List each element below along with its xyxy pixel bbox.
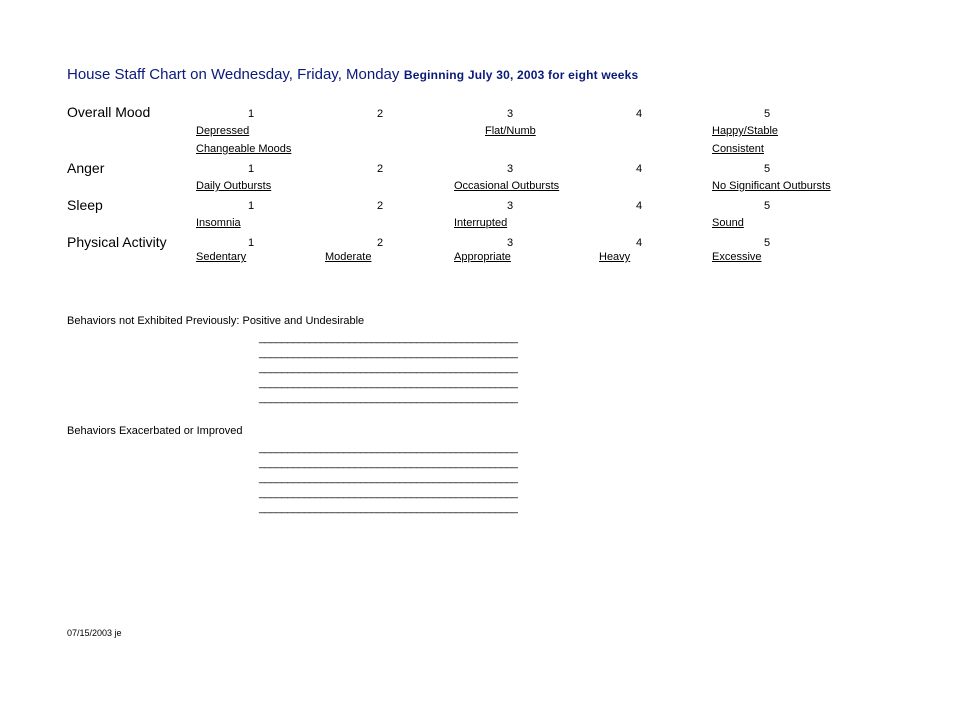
section-heading-new-behaviors: Behaviors not Exhibited Previously: Positive and Undesirable	[67, 315, 365, 327]
anchor-label: Appropriate	[454, 251, 511, 263]
scale-number: 3	[507, 237, 514, 249]
scale-number: 2	[377, 200, 384, 212]
scale-number: 5	[764, 200, 771, 212]
category-physical-activity: Physical Activity	[67, 234, 167, 250]
blank-line[interactable]: ______________________________________________	[259, 442, 518, 454]
scale-number: 5	[764, 237, 771, 249]
blank-line[interactable]: ______________________________________________	[259, 392, 518, 404]
blank-line[interactable]: ______________________________________________	[259, 457, 518, 469]
scale-number: 2	[377, 163, 384, 175]
category-anger: Anger	[67, 160, 105, 176]
footer-date-initials: 07/15/2003 je	[67, 628, 122, 638]
page-title	[67, 66, 638, 84]
title-subtitle: Beginning July 30, 2003 for eight weeks	[403, 68, 639, 82]
scale-number: 1	[248, 108, 255, 120]
scale-number: 4	[636, 237, 643, 249]
scale-number: 1	[248, 237, 255, 249]
scale-number: 4	[636, 200, 643, 212]
anchor-label: Consistent	[712, 143, 764, 155]
blank-line[interactable]: ______________________________________________	[259, 502, 518, 514]
anchor-label: Daily Outbursts	[196, 180, 272, 192]
scale-number: 4	[636, 163, 643, 175]
anchor-label: Interrupted	[454, 217, 508, 229]
anchor-label: Changeable Moods	[196, 143, 292, 155]
anchor-label: Moderate	[325, 251, 372, 263]
scale-number: 2	[377, 108, 384, 120]
blank-line[interactable]: ______________________________________________	[259, 362, 518, 374]
scale-number: 5	[764, 163, 771, 175]
anchor-label: Depressed	[196, 125, 250, 137]
scale-number: 1	[248, 200, 255, 212]
anchor-label: Insomnia	[196, 217, 241, 229]
scale-number: 2	[377, 237, 384, 249]
anchor-label: Happy/Stable	[712, 125, 779, 137]
blank-line[interactable]: ______________________________________________	[259, 487, 518, 499]
blank-line[interactable]: ______________________________________________	[259, 332, 518, 344]
blank-line[interactable]: ______________________________________________	[259, 472, 518, 484]
anchor-label: Flat/Numb	[485, 125, 536, 137]
scale-number: 3	[507, 163, 514, 175]
scale-number: 5	[764, 108, 771, 120]
scale-number: 4	[636, 108, 643, 120]
anchor-label: No Significant Outbursts	[712, 180, 831, 192]
title-main: House Staff Chart on Wednesday, Friday, Monday	[67, 66, 400, 83]
anchor-label: Occasional Outbursts	[454, 180, 560, 192]
anchor-label: Heavy	[599, 251, 631, 263]
category-overall-mood: Overall Mood	[67, 104, 151, 120]
section-heading-exacerbated-behaviors: Behaviors Exacerbated or Improved	[67, 425, 243, 437]
anchor-label: Sedentary	[196, 251, 247, 263]
scale-number: 3	[507, 200, 514, 212]
scale-number: 1	[248, 163, 255, 175]
blank-line[interactable]: ______________________________________________	[259, 377, 518, 389]
category-sleep: Sleep	[67, 197, 103, 213]
anchor-label: Excessive	[712, 251, 762, 263]
scale-number: 3	[507, 108, 514, 120]
blank-line[interactable]: ______________________________________________	[259, 347, 518, 359]
anchor-label: Sound	[712, 217, 744, 229]
